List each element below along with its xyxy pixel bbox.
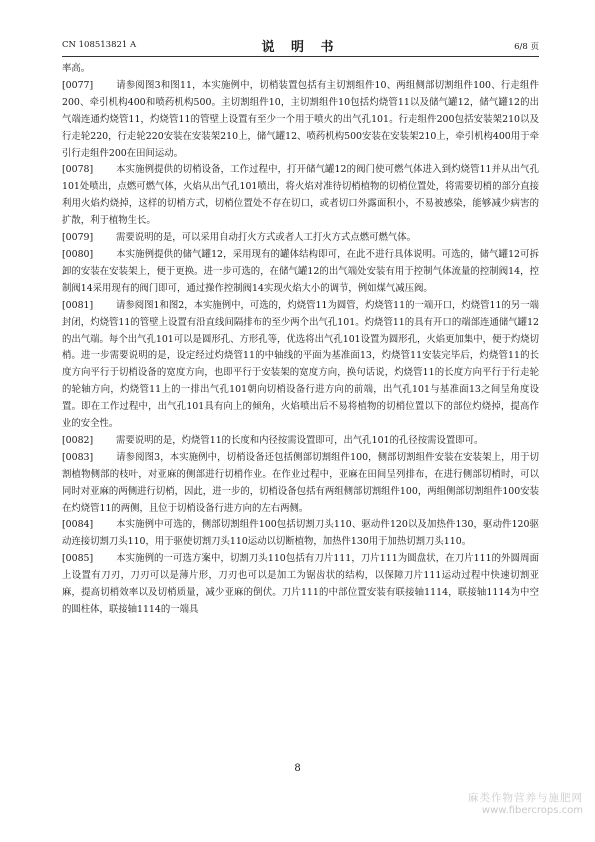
patent-number: CN 108513821 A: [62, 40, 137, 50]
watermark-url: www.fibercrops.com: [481, 805, 583, 816]
paragraph-text: 请参阅图1和图2，本实施例中，可选的，灼烧管11为圆管，灼烧管11的一端开口，灼烧管11的另一端封闭，灼烧管11的管壁上设置有沿直线间隔排布的至少两个出气孔101。灼烧管11的具有开口的端部连通储气罐12的出气端。每个出气孔101可以是圆形孔、方形孔等，优选将出气孔101设置为圆形孔，火焰更加集中，便于灼烧切梢。进一步需要说明的是，设定经过灼烧管11的中轴线的平面为基准面13，灼烧管11安装完毕后，灼烧管11的长度方向平行于切梢设备的宽度方向，也即平行于安装架的宽度方向，换句话说，灼烧管11的长度方向平行于行走轮的轮轴方向，灼烧管11上的一排出气孔101朝向切梢设备行进方向的前端，出气孔101与基准面13之间呈角度设置。即在工作过程中，出气孔101具有向上的倾角，火焰喷出后不易将植物的切梢位置以下的部位灼烧掉，提高作业的安全性。: [62, 299, 539, 430]
site-watermark: [468, 790, 583, 816]
paragraph-number: [0078]: [62, 164, 94, 176]
page-header: [62, 36, 539, 54]
paragraph-number: [0085]: [62, 553, 94, 565]
paragraph-text: 需要说明的是，可以采用自动打火方式或者人工打火方式点燃可燃气体。: [116, 232, 417, 244]
paragraph-0085: [62, 551, 539, 619]
paragraph-0084: [62, 517, 539, 551]
paragraph-0080: [62, 247, 539, 298]
paragraph-0083: [62, 450, 539, 518]
paragraph-continuation: [62, 61, 539, 78]
paragraph-number: [0080]: [62, 248, 94, 260]
paragraph-text: 本实施例的一可选方案中，切割刀头110包括有刀片111，刀片111为圆盘状，在刀片111的外圆周面上设置有刀刃，刀刃可以是薄片形，刀刃也可以是加工为锯齿状的结构，以保障刀片111运动过程中快速切割亚麻，提高切梢效率以及切梢质量，减少亚麻的倒伏。刀片111的中部位置安装有联接轴1114，联接轴1114为中空的圆柱体，联接轴1114的一端具: [62, 553, 539, 615]
paragraph-number: [0082]: [62, 434, 94, 446]
paragraph-0079: [62, 230, 539, 247]
paragraph-text: 本实施例提供的储气罐12，采用现有的罐体结构即可，在此不进行具体说明。可选的，储气罐12可拆卸的安装在安装架上，便于更换。进一步可选的，在储气罐12的出气端处安装有用于控制气体流量的控制阀14，控制阀14采用现有的阀门即可，通过操作控制阀14实现火焰大小的调节，例如煤气减压阀。: [62, 248, 539, 294]
paragraph-number: [0079]: [62, 232, 94, 244]
paragraph-number: [0081]: [62, 299, 94, 311]
document-title: 说 明 书: [261, 40, 340, 55]
paragraph-0078: [62, 162, 539, 230]
paragraph-number: [0077]: [62, 79, 94, 91]
description-body: [62, 61, 539, 619]
paragraph-0077: [62, 78, 539, 163]
paragraph-text: 需要说明的是，灼烧管11的长度和内径按需设置即可，出气孔101的孔径按需设置即可。: [116, 434, 484, 446]
paragraph-0081: [62, 298, 539, 433]
paragraph-number: [0083]: [62, 451, 94, 463]
paragraph-text: 请参阅图3，本实施例中，切梢设备还包括侧部切割组件100，侧部切割组件安装在安装架上，用于切割植物侧部的枝叶，对亚麻的侧部进行切梢作业。在作业过程中，亚麻在田间呈列排布，在进行侧部切梢时，可以同时对亚麻的两侧进行切梢，因此，进一步的，切梢设备包括有两组侧部切割组件100，两组侧部切割组件100安装在灼烧管11的两侧，且位于切梢设备行进方向的左右两侧。: [62, 451, 539, 514]
paragraph-number: [0084]: [62, 519, 94, 531]
header-rule: [62, 56, 539, 57]
watermark-site-name: 麻类作物营养与施肥网: [468, 792, 583, 804]
paragraph-text: 率高。: [62, 63, 91, 74]
page-indicator: 6/8 页: [514, 42, 539, 52]
paragraph-text: 本实施例提供的切梢设备，工作过程中，打开储气罐12的阀门使可燃气体进入到灼烧管11并从出气孔101处喷出，点燃可燃气体，火焰从出气孔101喷出，将火焰对准待切梢植物的切梢位置处，将需要切梢的部分直接利用火焰灼烧掉，这样的切梢方式，切梢位置处不存在切口，或者切口外露面积小，不易被感染，能够减少病害的扩散，利于植物生长。: [62, 164, 539, 227]
paragraph-0082: [62, 433, 539, 450]
paragraph-text: 本实施例中可选的，侧部切割组件100包括切割刀头110、驱动件120以及加热件130，驱动件120驱动连接切割刀头110，用于驱使切割刀头110运动以切断植物，加热件130用于加热切割刀头110。: [62, 519, 539, 548]
page-number: 8: [294, 763, 301, 774]
paragraph-text: 请参阅图3和图11，本实施例中，切梢装置包括有主切割组件10、两组侧部切割组件100、行走组件200、牵引机构400和喷药机构500。主切割组件10，主切割组件10包括灼烧管11以及储气罐12，储气罐12的出气端连通灼烧管11，灼烧管11的管壁上设置有至少一个用于喷火的出气孔101。行走组件200包括安装架210以及行走轮220，行走轮220安装在安装架210上，储气罐12、喷药机构500安装在安装架210上，牵引机构400用于牵引行走组件200在田间运动。: [62, 79, 539, 159]
